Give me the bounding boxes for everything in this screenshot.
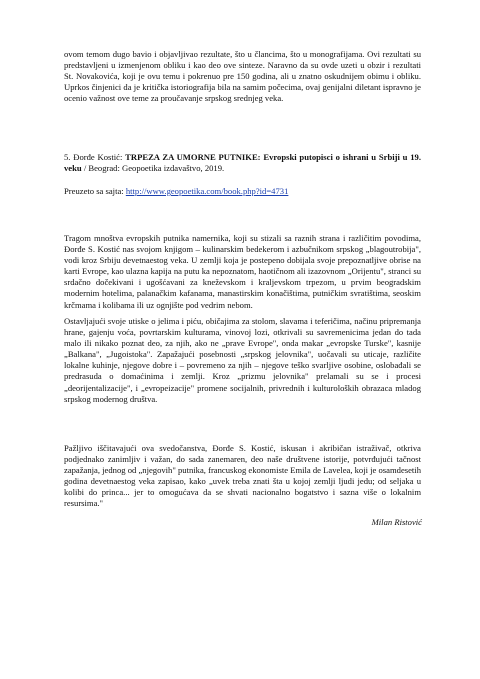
source-label: Preuzeto sa sajta: (64, 186, 124, 196)
heading-number: 5. (64, 152, 71, 162)
source-line (64, 186, 421, 197)
review-heading (64, 152, 421, 174)
book-publisher: / Beograd: Geopoetika izdavaštvo, 2019. (83, 163, 225, 174)
source-link[interactable]: http://www.geopoetika.com/book.php?id=4731 (125, 186, 289, 196)
intro-paragraph: ovom temom dugo bavio i objavljivao rezultate, što u člancima, što u monografijama. Ovi rezultati su predstavljeni u izmenjenom obliku i kao deo ove sinteze. Naravno da su ovde uzeti u obzir i rezultati St. Novakovića, koji je ovu temu i pokrenuo pre 150 godina, ali u znatno oskudnijem obimu i obliku. Uprkos činjenici da je kritička istoriografija bila na samim počecima, ovaj genijalni diletant ispravno je ocenio važnost ove teme za proučavanje srpskog srednjeg veka. (64, 49, 421, 104)
book-title: TRPEZA ZA UMORNE PUTNIKE: Evropski putopisci o ishrani u Srbiji u 19. veku (64, 152, 421, 174)
review-paragraph-3: Pažljivo iščitavajući ova svedočanstva, Đorđe S. Kostić, iskusan i akribičan istraživač, otkriva podjednako zanimljiv i važan, do sada zanemaren, deo naše društvene istorije, potvrđujući tačnost zapažanja, jednog od „njegovih" putnika, francuskog ekonomiste Emila de Lavelea, koji je osamdesetih godina devetnaestog veka zapisao, kako „uvek treba znati šta u kojoj zemlji ljudi jedu; od seljaka u kolibi do princa... jer to omogućava da se shvati nacionalno bogatstvo i sazna više o lokalnim resursima." (64, 443, 421, 509)
heading-author: Đorđe Kostić: (73, 152, 123, 162)
review-paragraph-2: Ostavljajući svoje utiske o jelima i piću, običajima za stolom, slavama i teferičima, načinu pripremanja hrane, gajenju voća, povrtarskim kulturama, vinovoj lozi, otkrivali su savremenicima jedan do tada malo ili nikako poznat deo, za njih, ako ne „prave Evrope", onda makar „evropske Turske", kasnije „Balkana", „Jugoistoka". Zapažajući posebnosti „srpskog jelovnika", uočavali su uticaje, različite lokalne kuhinje, njegove dobre i – povremeno za njih – njegove teško svarljive osobine, oslobađali se predrasuda o domaćinima i zemlji. Kroz „prizmu jelovnika" prelamali su se i procesi „deorijentalizacije", i „evropeizacije" promene socijalnih, privrednih i kulturoloških obrazaca mladog srpskog modernog društva. (64, 316, 421, 404)
author-signature: Milan Ristović (371, 517, 422, 527)
review-paragraph-1: Tragom mnoštva evropskih putnika namernika, koji su stizali sa raznih strana i različitim povodima, Đorđe S. Kostić nas svojom knjigom – kulinarskim bedekerom i azbučnikom srpskog „blagoutrobija", vodi kroz Srbiju devetnaestog veka. U zemlji koja je postepeno dobijala svoje prepoznatljive obrise na karti Evrope, kao ulazna kapija na putu ka nepoznatom, haotičnom ali izazovnom „Orijentu", stranci su srdačno dočekivani i ugošćavani za kneževskom i kraljevskom trpezom, u prvim beogradskim modernim hotelima, palanačkim kafanama, manastirskim konačištima, putničkim svratištima, seoskim krčmama i kolibama ili uz ognjište pod vedrim nebom. (64, 233, 421, 310)
